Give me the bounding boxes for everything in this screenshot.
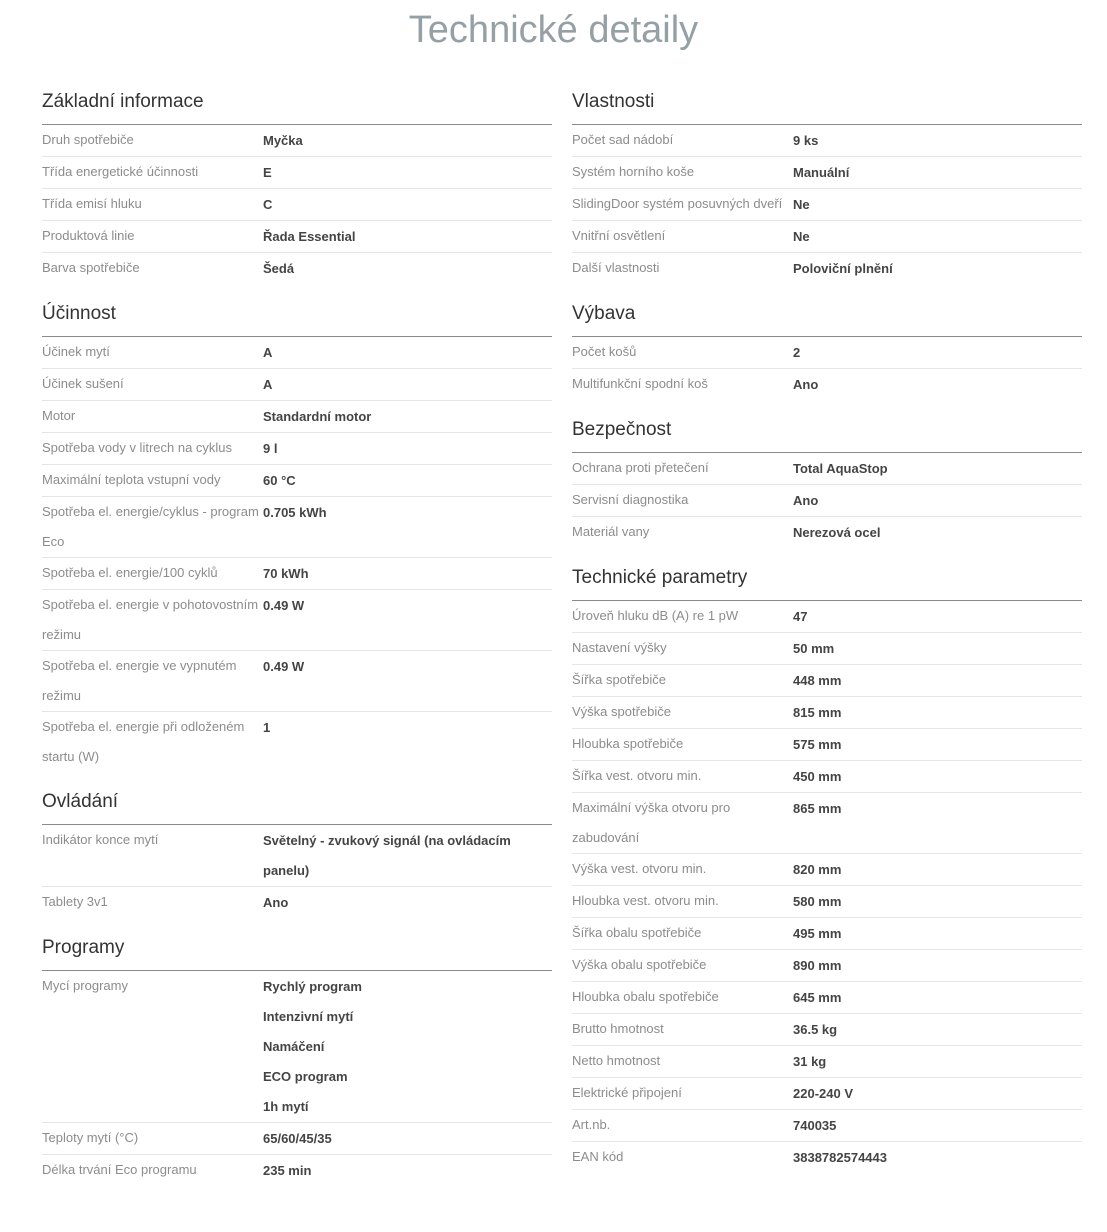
spec-row — [572, 1142, 1082, 1173]
spec-row — [42, 887, 552, 918]
spec-label: Účinek sušení — [42, 376, 124, 391]
spec-value-line: 2 — [793, 345, 801, 360]
spec-label: Netto hmotnost — [572, 1053, 661, 1068]
spec-value-line: 580 mm — [793, 894, 842, 909]
spec-label: Výška spotřebiče — [572, 704, 671, 719]
spec-row — [42, 971, 552, 1123]
spec-section-technicke-parametry — [572, 566, 1082, 1173]
spec-value — [263, 825, 552, 886]
spec-value — [263, 221, 552, 252]
spec-label: Výška vest. otvoru min. — [572, 861, 707, 876]
spec-value — [263, 971, 552, 1122]
spec-value-line: 31 kg — [793, 1054, 827, 1069]
spec-value — [263, 887, 552, 918]
spec-value-line: Ano — [263, 895, 289, 910]
spec-value — [263, 189, 552, 220]
spec-row — [572, 1110, 1082, 1142]
spec-label: Počet košů — [572, 344, 637, 359]
spec-value — [793, 1014, 1082, 1045]
spec-value-line: 220-240 V — [793, 1086, 853, 1101]
spec-value-line: Manuální — [793, 165, 850, 180]
spec-value-line: 60 °C — [263, 473, 296, 488]
spec-row — [42, 221, 552, 253]
spec-label: Systém horního koše — [572, 164, 695, 179]
left-column — [42, 70, 552, 1186]
spec-row — [42, 369, 552, 401]
section-title: Bezpečnost — [572, 418, 1082, 453]
spec-section-bezpecnost — [572, 418, 1082, 548]
spec-label: Tablety 3v1 — [42, 894, 108, 909]
spec-value-line: 36.5 kg — [793, 1022, 838, 1037]
section-title: Vlastnosti — [572, 90, 1082, 125]
spec-row — [42, 497, 552, 558]
spec-value — [793, 1142, 1082, 1173]
spec-value-line: 3838782574443 — [793, 1150, 887, 1165]
spec-value-line: Intenzivní mytí — [263, 1009, 354, 1024]
spec-label: Spotřeba el. energie/100 cyklů — [42, 565, 218, 580]
spec-label: Šířka vest. otvoru min. — [572, 768, 702, 783]
spec-row — [572, 253, 1082, 284]
spec-label: Výška obalu spotřebiče — [572, 957, 707, 972]
spec-row — [572, 485, 1082, 517]
spec-row — [572, 517, 1082, 548]
spec-row — [42, 157, 552, 189]
spec-value-line: Ne — [793, 197, 810, 212]
spec-label: Servisní diagnostika — [572, 492, 689, 507]
spec-value-line: 495 mm — [793, 926, 842, 941]
spec-value-line: E — [263, 165, 272, 180]
spec-row — [572, 633, 1082, 665]
spec-section-programy — [42, 936, 552, 1186]
spec-label: Spotřeba el. energie v pohotovostním režimu — [42, 597, 259, 642]
spec-value-line: C — [263, 197, 273, 212]
spec-row — [42, 558, 552, 590]
spec-row — [572, 761, 1082, 793]
spec-label: Hloubka spotřebiče — [572, 736, 684, 751]
spec-value-line: 820 mm — [793, 862, 842, 877]
spec-label: Vnitřní osvětlení — [572, 228, 666, 243]
spec-row — [572, 157, 1082, 189]
spec-value — [793, 125, 1082, 156]
spec-value-line: 865 mm — [793, 801, 842, 816]
spec-label: Úroveň hluku dB (A) re 1 pW — [572, 608, 739, 623]
spec-section-vybava — [572, 302, 1082, 400]
spec-row — [42, 712, 552, 772]
spec-value-line: 645 mm — [793, 990, 842, 1005]
section-title: Základní informace — [42, 90, 552, 125]
spec-label: Třída energetické účinnosti — [42, 164, 199, 179]
spec-value-line: Myčka — [263, 133, 303, 148]
spec-row — [42, 465, 552, 497]
spec-value-line: 0.49 W — [263, 659, 305, 674]
spec-value-line: 70 kWh — [263, 566, 309, 581]
spec-value-line: 448 mm — [793, 673, 842, 688]
spec-row — [42, 590, 552, 651]
spec-label: Mycí programy — [42, 978, 128, 993]
spec-value — [793, 1046, 1082, 1077]
spec-row — [572, 125, 1082, 157]
spec-row — [572, 1078, 1082, 1110]
spec-value-line: 65/60/45/35 — [263, 1131, 332, 1146]
spec-value — [793, 697, 1082, 728]
spec-label: Materiál vany — [572, 524, 650, 539]
spec-label: Třída emisí hluku — [42, 196, 142, 211]
spec-value — [263, 125, 552, 156]
spec-value — [263, 1123, 552, 1154]
spec-value — [263, 253, 552, 284]
spec-label: Počet sad nádobí — [572, 132, 674, 147]
spec-value-line: A — [263, 377, 273, 392]
spec-label: Spotřeba el. energie při odloženém startu (W) — [42, 719, 245, 764]
spec-value — [793, 729, 1082, 760]
spec-row — [572, 189, 1082, 221]
spec-value — [793, 1110, 1082, 1141]
spec-row — [42, 1155, 552, 1186]
spec-value-line: Rychlý program — [263, 979, 362, 994]
spec-row — [572, 665, 1082, 697]
spec-value — [793, 633, 1082, 664]
spec-value-line: 9 ks — [793, 133, 819, 148]
spec-value-line: Total AquaStop — [793, 461, 888, 476]
spec-value — [793, 221, 1082, 252]
spec-row — [572, 886, 1082, 918]
spec-row — [42, 125, 552, 157]
spec-value — [793, 854, 1082, 885]
spec-value — [793, 1078, 1082, 1109]
section-title: Ovládání — [42, 790, 552, 825]
spec-row — [42, 1123, 552, 1155]
spec-value-line: Namáčení — [263, 1039, 325, 1054]
spec-value — [793, 369, 1082, 400]
spec-value-line: 0.705 kWh — [263, 505, 327, 520]
spec-row — [572, 918, 1082, 950]
spec-section-ovladani — [42, 790, 552, 918]
spec-value — [793, 950, 1082, 981]
spec-label: Ochrana proti přetečení — [572, 460, 709, 475]
spec-row — [572, 369, 1082, 400]
spec-label: Šířka spotřebiče — [572, 672, 666, 687]
spec-section-zakladni-informace — [42, 90, 552, 284]
spec-row — [572, 601, 1082, 633]
spec-label: Délka trvání Eco programu — [42, 1162, 197, 1177]
spec-value-line: 50 mm — [793, 641, 835, 656]
spec-row — [42, 189, 552, 221]
spec-row — [572, 1046, 1082, 1078]
spec-label: Šířka obalu spotřebiče — [572, 925, 702, 940]
spec-label: Spotřeba vody v litrech na cyklus — [42, 440, 233, 455]
spec-value-line: 450 mm — [793, 769, 842, 784]
spec-row — [42, 433, 552, 465]
spec-value — [793, 886, 1082, 917]
spec-value-line: 9 l — [263, 441, 278, 456]
spec-value — [263, 369, 552, 400]
spec-label: EAN kód — [572, 1149, 624, 1164]
section-title: Výbava — [572, 302, 1082, 337]
spec-row — [572, 697, 1082, 729]
spec-value-line: Nerezová ocel — [793, 525, 881, 540]
spec-value — [263, 497, 552, 557]
spec-row — [572, 729, 1082, 761]
spec-value — [263, 401, 552, 432]
spec-label: Multifunkční spodní koš — [572, 376, 708, 391]
spec-value-line: 1h mytí — [263, 1099, 309, 1114]
spec-value — [793, 253, 1082, 284]
spec-value — [793, 517, 1082, 548]
page-title: Technické detaily — [408, 9, 699, 51]
spec-row — [42, 401, 552, 433]
spec-value — [263, 651, 552, 711]
spec-value-line: Světelný - zvukový signál (na ovládacím panelu) — [263, 833, 511, 878]
spec-label: Produktová linie — [42, 228, 135, 243]
spec-value-line: Poloviční plnění — [793, 261, 893, 276]
spec-value — [263, 433, 552, 464]
spec-value — [263, 465, 552, 496]
spec-value-line: 1 — [263, 720, 271, 735]
spec-label: Elektrické připojení — [572, 1085, 682, 1100]
spec-value-line: Ano — [793, 493, 819, 508]
spec-label: Hloubka obalu spotřebiče — [572, 989, 719, 1004]
spec-label: Nastavení výšky — [572, 640, 667, 655]
spec-label: Účinek mytí — [42, 344, 110, 359]
spec-value-line: 47 — [793, 609, 808, 624]
spec-label: Teploty mytí (°C) — [42, 1130, 139, 1145]
right-column — [572, 70, 1082, 1173]
spec-row — [42, 337, 552, 369]
spec-label: SlidingDoor systém posuvných dveří — [572, 196, 783, 211]
spec-section-ucinnost — [42, 302, 552, 772]
spec-row — [572, 950, 1082, 982]
spec-value-line: 235 min — [263, 1163, 312, 1178]
spec-value — [793, 337, 1082, 368]
section-title: Účinnost — [42, 302, 552, 337]
spec-value — [793, 761, 1082, 792]
spec-value — [263, 1155, 552, 1186]
spec-label: Druh spotřebiče — [42, 132, 134, 147]
spec-value-line: Řada Essential — [263, 229, 356, 244]
spec-label: Maximální teplota vstupní vody — [42, 472, 221, 487]
section-title: Technické parametry — [572, 566, 1082, 601]
spec-value — [793, 485, 1082, 516]
spec-value — [793, 601, 1082, 632]
spec-value-line: 0.49 W — [263, 598, 305, 613]
spec-label: Maximální výška otvoru pro zabudování — [572, 800, 731, 845]
spec-row — [572, 854, 1082, 886]
spec-value — [793, 665, 1082, 696]
spec-row — [42, 253, 552, 284]
spec-value — [263, 712, 552, 772]
spec-value-line: Standardní motor — [263, 409, 372, 424]
spec-value-line: 740035 — [793, 1118, 837, 1133]
spec-value — [793, 793, 1082, 853]
spec-label: Další vlastnosti — [572, 260, 660, 275]
spec-value-line: A — [263, 345, 273, 360]
spec-value — [793, 982, 1082, 1013]
spec-value — [263, 558, 552, 589]
spec-label: Motor — [42, 408, 76, 423]
spec-label: Brutto hmotnost — [572, 1021, 664, 1036]
spec-value-line: 890 mm — [793, 958, 842, 973]
spec-value-line: ECO program — [263, 1069, 348, 1084]
spec-row — [572, 221, 1082, 253]
spec-value-line: 575 mm — [793, 737, 842, 752]
spec-value — [793, 918, 1082, 949]
spec-label: Indikátor konce mytí — [42, 832, 159, 847]
section-title: Programy — [42, 936, 552, 971]
spec-row — [572, 453, 1082, 485]
spec-value-line: Ano — [793, 377, 819, 392]
spec-label: Spotřeba el. energie/cyklus - program Eco — [42, 504, 259, 549]
spec-label: Barva spotřebiče — [42, 260, 140, 275]
spec-label: Hloubka vest. otvoru min. — [572, 893, 719, 908]
spec-row — [42, 651, 552, 712]
spec-row — [572, 1014, 1082, 1046]
spec-value — [263, 157, 552, 188]
spec-value — [263, 590, 552, 650]
spec-section-vlastnosti — [572, 90, 1082, 284]
spec-value-line: 815 mm — [793, 705, 842, 720]
spec-row — [572, 793, 1082, 854]
spec-label: Art.nb. — [572, 1117, 611, 1132]
spec-value — [793, 453, 1082, 484]
spec-value — [793, 157, 1082, 188]
spec-value — [793, 189, 1082, 220]
spec-value — [263, 337, 552, 368]
spec-row — [42, 825, 552, 887]
spec-row — [572, 982, 1082, 1014]
spec-row — [572, 337, 1082, 369]
spec-value-line: Šedá — [263, 261, 295, 276]
spec-label: Spotřeba el. energie ve vypnutém režimu — [42, 658, 237, 703]
spec-value-line: Ne — [793, 229, 810, 244]
